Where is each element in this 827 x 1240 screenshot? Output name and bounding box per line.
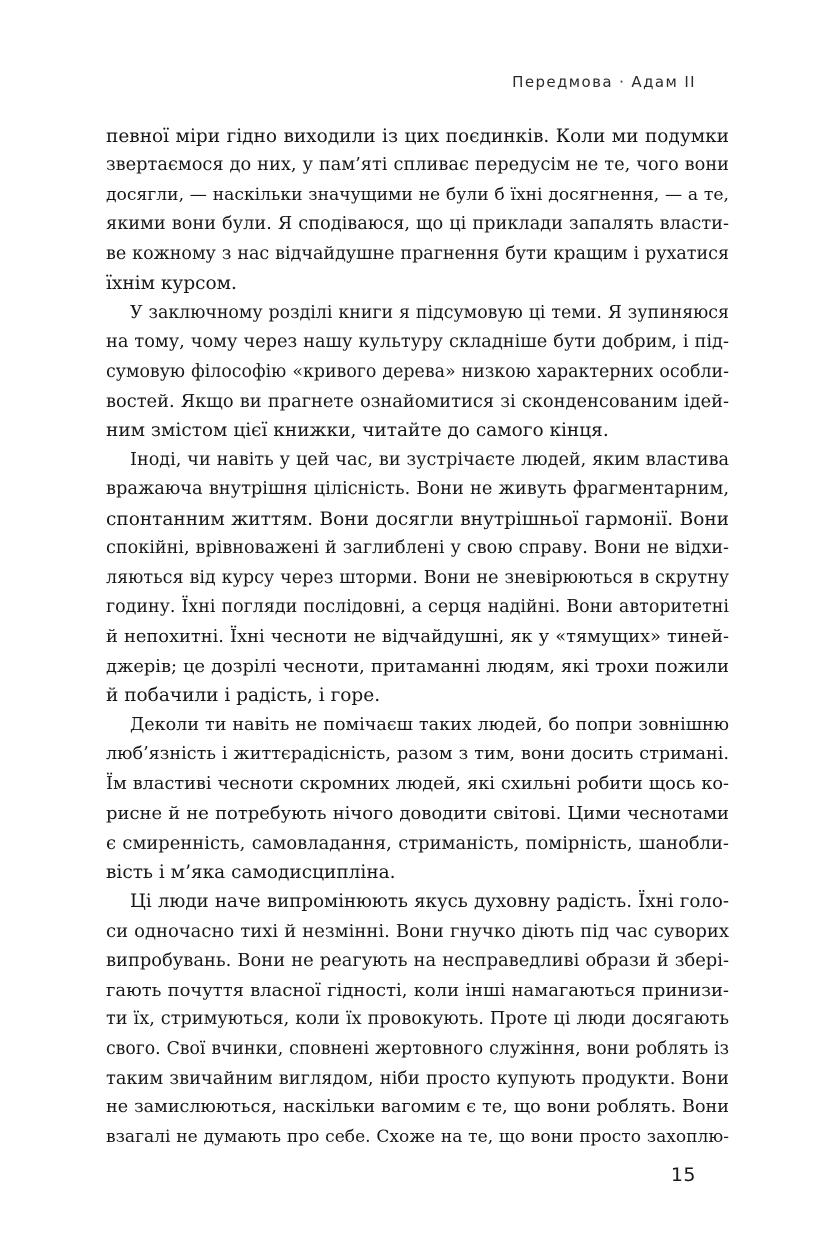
text-line: ним змістом цієї книжки, читайте до самого кінця. [106, 420, 609, 442]
text-line: якими вони були. Я сподіваюся, що ці приклади запалять власти- [106, 214, 729, 235]
running-head: Передмова · Адам II [512, 73, 696, 91]
page-number: 15 [670, 1164, 696, 1186]
text-line: гають почуття власної гідності, коли інші намагаються принизи- [106, 979, 729, 1001]
text-line: досягли, — наскільки значущими не були б їхні досягнення, — а те, [106, 184, 729, 205]
text-line: Деколи ти навіть не помічаєш таких людей, бо попри зовнішню [130, 714, 729, 735]
text-line: й непохитні. Їхні чесноти не відчайдушні, як у «тямущих» тиней- [106, 626, 729, 648]
text-line: таким звичайним виглядом, ніби просто купують продукти. Вони [106, 1068, 729, 1089]
text-line: вражаюча внутрішня цілісність. Вони не живуть фрагментарним, [106, 479, 729, 500]
text-line: спонтанним життям. Вони досягли внутрішньої гармонії. Вони [106, 508, 729, 530]
text-line: не замислюються, наскільки вагомим є те, що вони роблять. Вони [106, 1097, 729, 1118]
text-line: взагалі не думають про себе. Схоже на те, що вони просто захоплю- [106, 1126, 729, 1147]
text-line: й побачили і радість, і горе. [106, 685, 381, 707]
text-line: ляються від курсу через шторми. Вони не зневірюються в скрутну [106, 567, 729, 588]
text-line: випробувань. Вони не реагують на несправедливі образи й збері- [106, 950, 729, 972]
text-line: Ці люди наче випромінюють якусь духовну радість. Їхні голо- [130, 891, 729, 913]
text-line: на тому, чому через нашу культуру складніше бути добрим, і під- [106, 332, 729, 353]
text-line: годину. Їхні погляди послідовні, а серця надійні. Вони авторитетні [106, 597, 729, 617]
text-line: певної міри гідно виходили із цих поєдинків. Коли ми подумки [106, 126, 729, 147]
text-line: свого. Свої вчинки, сповнені жертовного служіння, вони роблять із [106, 1038, 729, 1059]
text-line: У заключному розділі книги я підсумовую ці теми. Я зупиняюся [130, 302, 729, 323]
text-line: є смиренність, самовладання, стриманість, помірність, шанобли- [106, 832, 729, 854]
text-line: люб’язність і життєрадісність, разом з тим, вони досить стримані. [106, 744, 729, 765]
text-line: джерів; це дозрілі чесноти, притаманні людям, які трохи пожили [106, 655, 729, 677]
text-line: звертаємося до них, у пам’яті спливає передусім не те, чого вони [106, 155, 729, 176]
text-line: спокійні, врівноважені й заглиблені у свою справу. Вони не відхи- [106, 538, 729, 559]
body-text [106, 122, 729, 1152]
text-line: ти їх, стримуються, коли їх провокують. Проте ці люди досягають [106, 1009, 729, 1030]
text-line: сумовую філософію «кривого дерева» низкою характерних особли- [106, 361, 729, 382]
text-line: їхнім курсом. [106, 273, 237, 295]
text-line: Їм властиві чесноти скромних людей, які схильні робити щось ко- [106, 773, 729, 794]
text-line: рисне й не потребують нічого доводити світові. Цими чеснотами [106, 803, 729, 825]
text-line: востей. Якщо ви прагнете ознайомитися зі сконденсованим ідей- [106, 390, 729, 412]
text-line: си одночасно тихі й незмінні. Вони гнучко діють під час суворих [106, 920, 729, 942]
text-line: ве кожному з нас відчайдушне прагнення бути кращим і рухатися [106, 243, 729, 264]
text-line: Іноді, чи навіть у цей час, ви зустрічаєте людей, яким властива [130, 449, 729, 470]
text-line: вість і м’яка самодисципліна. [106, 861, 396, 883]
